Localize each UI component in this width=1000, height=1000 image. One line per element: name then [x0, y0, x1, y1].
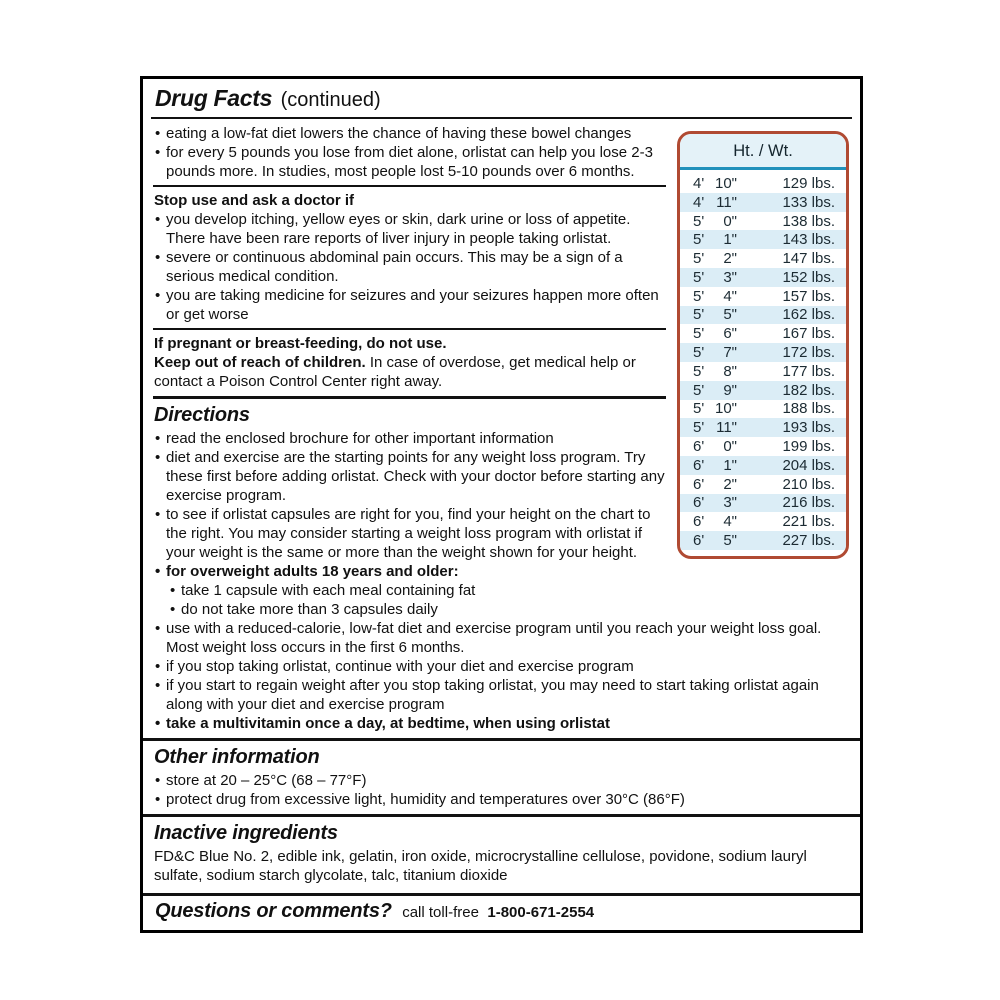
stop-use-heading: Stop use and ask a doctor if — [154, 192, 355, 209]
height-weight-chart-header: Ht. / Wt. — [680, 134, 846, 170]
questions-heading: Questions or comments? — [155, 900, 392, 922]
htwt-cell-wt: 147 lbs. — [782, 250, 835, 268]
htwt-cell-ft: 5' — [693, 381, 705, 399]
htwt-cell-ft: 5' — [693, 325, 705, 343]
section-divider — [153, 185, 666, 187]
bullet-item — [153, 210, 851, 248]
bullet-item — [153, 676, 851, 714]
htwt-row — [680, 193, 846, 212]
htwt-cell-wt: 167 lbs. — [782, 325, 835, 343]
bullet-item — [153, 619, 851, 657]
htwt-cell-in: 2" — [723, 475, 737, 493]
bullet-item — [153, 505, 851, 562]
bullet-text: you develop itching, yellow eyes or skin, dark urine or loss of appetite. There have been rare reports of liver injury in people taking orlistat. — [166, 211, 631, 247]
htwt-cell-in: 8" — [723, 362, 737, 380]
htwt-cell-ft: 6' — [693, 494, 705, 512]
htwt-cell-ft: 5' — [693, 362, 705, 380]
htwt-cell-in: 1" — [723, 231, 737, 249]
htwt-row — [680, 343, 846, 362]
sub-bullet-item — [168, 581, 851, 600]
drug-facts-continued: (continued) — [280, 89, 381, 111]
htwt-cell-ft: 5' — [693, 212, 705, 230]
htwt-cell-in: 4" — [723, 287, 737, 305]
htwt-cell-wt: 129 lbs. — [782, 174, 835, 192]
section-divider — [153, 328, 666, 330]
htwt-cell-ft: 6' — [693, 513, 705, 531]
htwt-cell-wt: 182 lbs. — [782, 381, 835, 399]
bullet-item — [153, 124, 851, 143]
pregnancy-warning: If pregnant or breast-feeding, do not use. — [154, 335, 447, 352]
section-divider — [143, 738, 860, 741]
inactive-ingredients-text: FD&C Blue No. 2, edible ink, gelatin, iron oxide, microcrystalline cellulose, povidone, sodium lauryl sulfate, sodium starch glycolate, talc, titanium dioxide — [154, 848, 807, 884]
htwt-row — [680, 381, 846, 400]
bullet-text: for overweight adults 18 years and older: — [166, 563, 459, 580]
bullet-text: protect drug from excessive light, humidity and temperatures over 30°C (86°F) — [166, 791, 685, 808]
htwt-row — [680, 362, 846, 381]
htwt-cell-in: 0" — [723, 438, 737, 456]
htwt-cell-in: 9" — [723, 381, 737, 399]
htwt-cell-ft: 6' — [693, 532, 705, 550]
htwt-cell-wt: 188 lbs. — [782, 400, 835, 418]
htwt-cell-wt: 216 lbs. — [782, 494, 835, 512]
htwt-row — [680, 324, 846, 343]
htwt-cell-ft: 5' — [693, 268, 705, 286]
htwt-cell-in: 3" — [723, 494, 737, 512]
section-divider — [143, 814, 860, 817]
htwt-row — [680, 400, 846, 419]
bullet-item — [153, 657, 851, 676]
bullet-text: take a multivitamin once a day, at bedtime, when using orlistat — [166, 715, 610, 732]
section-divider — [153, 396, 666, 399]
toll-free-text: call toll-free — [402, 904, 479, 921]
htwt-cell-in: 7" — [723, 344, 737, 362]
htwt-cell-in: 6" — [723, 325, 737, 343]
htwt-cell-wt: 199 lbs. — [782, 438, 835, 456]
drug-facts-title: Drug Facts — [155, 85, 273, 111]
label-title-row — [143, 79, 860, 114]
htwt-cell-wt: 133 lbs. — [782, 193, 835, 211]
htwt-cell-ft: 5' — [693, 306, 705, 324]
htwt-cell-in: 3" — [723, 268, 737, 286]
bullet-text: for every 5 pounds you lose from diet alone, orlistat can help you lose 2-3 pounds more. In studies, most people lost 5-10 pounds over 6 months. — [166, 144, 653, 180]
htwt-cell-ft: 4' — [693, 193, 705, 211]
multivitamin-bullet — [153, 714, 851, 733]
htwt-cell-ft: 5' — [693, 400, 705, 418]
bullet-text: use with a reduced-calorie, low-fat diet and exercise program until you reach your weight loss goal. Most weight loss occurs in the first 6 months. — [166, 620, 822, 656]
htwt-cell-ft: 5' — [693, 231, 705, 249]
htwt-cell-in: 5" — [723, 532, 737, 550]
htwt-cell-in: 0" — [723, 212, 737, 230]
htwt-cell-wt: 221 lbs. — [782, 513, 835, 531]
sub-bullet-item — [168, 600, 851, 619]
bullet-item — [153, 248, 851, 286]
htwt-cell-in: 11" — [716, 193, 737, 211]
bullet-item — [153, 286, 851, 324]
htwt-cell-ft: 6' — [693, 475, 705, 493]
htwt-cell-wt: 138 lbs. — [782, 212, 835, 230]
bullet-text: do not take more than 3 capsules daily — [181, 601, 438, 618]
questions-footer — [143, 896, 860, 930]
bullet-text: eating a low-fat diet lowers the chance of having these bowel changes — [166, 125, 632, 142]
label-content — [143, 119, 860, 889]
bullet-text: if you start to regain weight after you stop taking orlistat, you may need to start taking orlistat again along with your diet and exercise program — [166, 677, 819, 713]
htwt-cell-in: 10" — [714, 400, 737, 418]
keep-out-rest: In case of overdose, get medical help or contact a Poison Control Center right away. — [154, 354, 636, 390]
htwt-cell-wt: 193 lbs. — [782, 419, 835, 437]
directions-heading: Directions — [154, 404, 250, 426]
htwt-cell-in: 5" — [723, 306, 737, 324]
bullet-text: you are taking medicine for seizures and your seizures happen more often or get worse — [166, 287, 659, 323]
htwt-cell-wt: 227 lbs. — [782, 532, 835, 550]
drug-facts-label — [140, 76, 863, 933]
bullet-text: diet and exercise are the starting points for any weight loss program. Try these first before adding orlistat. Check with your doctor before starting any exercise program. — [166, 449, 665, 504]
htwt-cell-wt: 162 lbs. — [782, 306, 835, 324]
bullet-text: to see if orlistat capsules are right for you, find your height on the chart to the right. You may consider starting a weight loss program with orlistat if your weight is the same or more than the weight shown for your height. — [166, 506, 651, 561]
htwt-cell-ft: 5' — [693, 419, 705, 437]
htwt-cell-ft: 5' — [693, 344, 705, 362]
htwt-cell-in: 4" — [723, 513, 737, 531]
htwt-cell-wt: 177 lbs. — [782, 362, 835, 380]
htwt-cell-wt: 210 lbs. — [782, 475, 835, 493]
bullet-text: if you stop taking orlistat, continue with your diet and exercise program — [166, 658, 634, 675]
htwt-cell-wt: 157 lbs. — [782, 287, 835, 305]
overweight-adults-heading — [153, 562, 851, 581]
htwt-cell-wt: 143 lbs. — [782, 231, 835, 249]
htwt-cell-ft: 5' — [693, 250, 705, 268]
htwt-cell-wt: 204 lbs. — [782, 456, 835, 474]
htwt-cell-in: 1" — [723, 456, 737, 474]
bullet-item — [153, 771, 851, 790]
inactive-ingredients-heading: Inactive ingredients — [154, 822, 338, 844]
bullet-text: take 1 capsule with each meal containing fat — [181, 582, 476, 599]
htwt-cell-in: 10" — [714, 174, 737, 192]
htwt-cell-ft: 6' — [693, 438, 705, 456]
htwt-cell-ft: 6' — [693, 456, 705, 474]
bullet-text: store at 20 – 25°C (68 – 77°F) — [166, 772, 367, 789]
bullet-item — [153, 143, 851, 181]
keep-out-bold: Keep out of reach of children. — [154, 354, 366, 371]
toll-free-number: 1-800-671-2554 — [487, 904, 595, 921]
htwt-cell-wt: 152 lbs. — [782, 268, 835, 286]
htwt-cell-ft: 5' — [693, 287, 705, 305]
bullet-item — [153, 790, 851, 809]
other-information-heading: Other information — [154, 746, 320, 768]
bullet-item — [153, 448, 851, 505]
bullet-item — [153, 429, 851, 448]
htwt-cell-ft: 4' — [693, 174, 705, 192]
bullet-text: read the enclosed brochure for other important information — [166, 430, 554, 447]
htwt-cell-wt: 172 lbs. — [782, 344, 835, 362]
htwt-cell-in: 11" — [716, 419, 737, 437]
bullet-text: severe or continuous abdominal pain occurs. This may be a sign of a serious medical condition. — [166, 249, 623, 285]
htwt-cell-in: 2" — [723, 250, 737, 268]
